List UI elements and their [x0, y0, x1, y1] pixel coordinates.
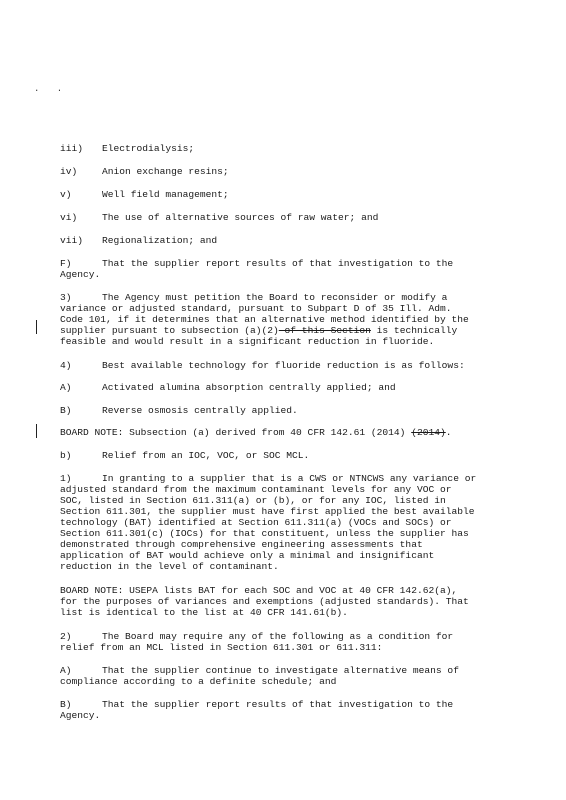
- text-run: is technically: [370, 325, 458, 336]
- text-run: supplier pursuant to subsection (a)(2): [60, 325, 279, 336]
- board-note: [60, 427, 520, 439]
- item-text: Well field management;: [102, 189, 229, 200]
- paragraph-b2a-cont: compliance according to a definite schedule; and: [60, 676, 337, 687]
- item-label: A): [60, 382, 72, 393]
- board-note: BOARD NOTE: USEPA lists BAT for each SOC and VOC at 40 CFR 142.62(a),: [60, 585, 458, 596]
- list-item: [60, 212, 520, 224]
- item-label: 1): [60, 473, 72, 484]
- item-label: 3): [60, 292, 72, 303]
- item-label: A): [60, 665, 72, 676]
- paragraph-4a: [60, 382, 520, 394]
- list-item: [60, 235, 520, 247]
- paragraph-b2b-cont: Agency.: [60, 710, 101, 721]
- item-label: iii): [60, 143, 84, 154]
- paragraph-b1-cont: Section 611.301, the supplier must have first applied the best available: [60, 506, 475, 517]
- paragraph-text: That the supplier continue to investigate alternative means of: [102, 665, 459, 676]
- paragraph-text: Activated alumina absorption centrally applied; and: [102, 382, 396, 393]
- paragraph-text: That the supplier report results of that investigation to the: [102, 258, 454, 269]
- list-item: [60, 166, 520, 178]
- paragraph-4: [60, 360, 520, 372]
- paragraph-b: [60, 450, 520, 462]
- paragraph-4b: [60, 405, 520, 417]
- paragraph-text: The Agency must petition the Board to reconsider or modify a: [102, 292, 448, 303]
- board-note-cont: list is identical to the list at 40 CFR 141.61(b).: [60, 607, 348, 618]
- item-text: Regionalization; and: [102, 235, 218, 246]
- paragraph-b1-cont: application of BAT would achieve only a minimal and insignificant: [60, 550, 435, 561]
- paragraph-b1-cont: demonstrated through comprehensive engineering assessments that: [60, 539, 423, 550]
- item-label: F): [60, 258, 72, 269]
- board-note-cont: for the purposes of variances and exemptions (adjusted standards). That: [60, 596, 469, 607]
- paragraph-3-cont: variance or adjusted standard, pursuant to Subpart D of 35 Ill. Adm.: [60, 303, 452, 314]
- item-label: b): [60, 450, 72, 461]
- item-label: v): [60, 189, 72, 200]
- struck-text: of this Section: [278, 325, 371, 336]
- item-text: Anion exchange resins;: [102, 166, 229, 177]
- paragraph-3-cont: feasible and would result in a significant reduction in fluoride.: [60, 336, 435, 347]
- paragraph-b1-cont: adjusted standard from the maximum contaminant levels for any VOC or: [60, 484, 452, 495]
- paragraph-text: Best available technology for fluoride reduction is as follows:: [102, 360, 465, 371]
- paragraph-3-cont: Code 101, if it determines that an alternative method identified by the: [60, 314, 469, 325]
- paragraph-text: That the supplier report results of that investigation to the: [102, 699, 454, 710]
- item-text: The use of alternative sources of raw water; and: [102, 212, 379, 223]
- paragraph-b1-cont: reduction in the level of contaminant.: [60, 561, 279, 572]
- paragraph-text: Relief from an IOC, VOC, or SOC MCL.: [102, 450, 310, 461]
- item-label: 2): [60, 631, 72, 642]
- item-text: Electrodialysis;: [102, 143, 195, 154]
- item-label: 4): [60, 360, 72, 371]
- struck-text: (2014): [411, 427, 446, 438]
- list-item: [60, 189, 520, 201]
- paragraph-f-cont: Agency.: [60, 269, 101, 280]
- item-label: vi): [60, 212, 78, 223]
- paragraph-text: The Board may require any of the following as a condition for: [102, 631, 454, 642]
- paragraph-text: In granting to a supplier that is a CWS or NTNCWS any variance or: [102, 473, 477, 484]
- item-label: iv): [60, 166, 78, 177]
- paragraph-b1-cont: technology (BAT) identified at Section 611.311(a) (VOCs and SOCs) or: [60, 517, 452, 528]
- item-label: B): [60, 405, 72, 416]
- paragraph-b2-cont: relief from an MCL listed in Section 611.301 or 611.311:: [60, 642, 383, 653]
- text-run: BOARD NOTE: Subsection (a) derived from 40 CFR 142.61 (2014): [60, 427, 412, 438]
- paragraph-b1-cont: SOC, listed in Section 611.311(a) or (b), or for any IOC, listed in: [60, 495, 446, 506]
- text-run: .: [445, 427, 452, 438]
- page-corner-mark: . .: [34, 84, 69, 94]
- revision-bar: [36, 424, 37, 438]
- revision-bar: [36, 320, 37, 334]
- paragraph-b1-cont: Section 611.301(c) (IOCs) for that constituent, unless the supplier has: [60, 528, 469, 539]
- list-item: [60, 143, 520, 155]
- item-label: B): [60, 699, 72, 710]
- item-label: vii): [60, 235, 84, 246]
- paragraph-text: Reverse osmosis centrally applied.: [102, 405, 298, 416]
